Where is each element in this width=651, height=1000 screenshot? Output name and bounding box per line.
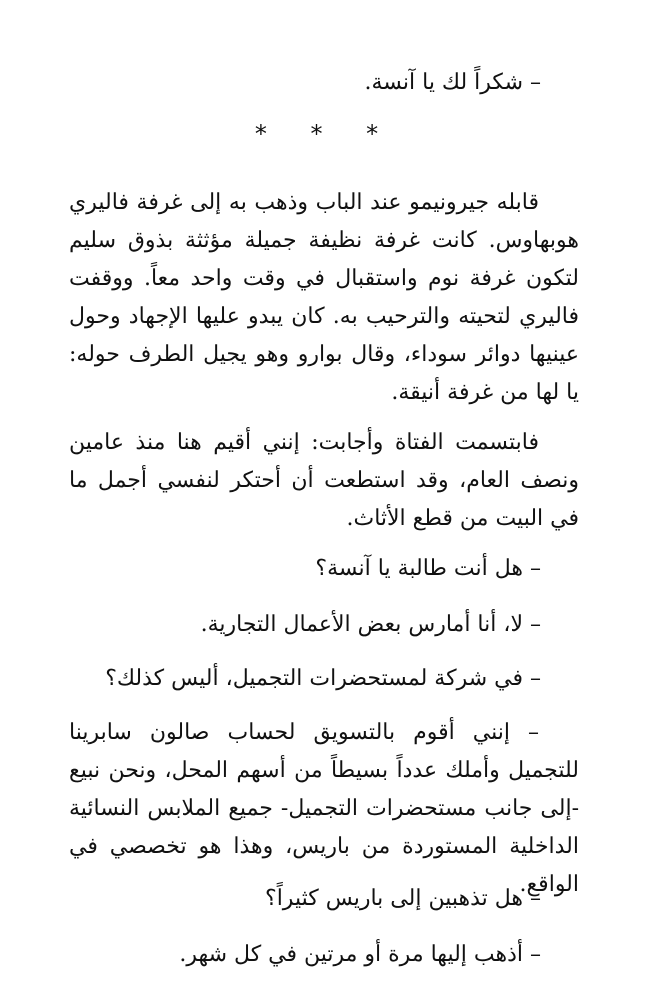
dialogue-answer-paris: – أذهب إليها مرة أو مرتين في كل شهر. xyxy=(179,942,541,967)
dialogue-thanks: – شكراً لك يا آنسة. xyxy=(364,70,541,95)
paragraph-arrival: قابله جيرونيمو عند الباب وذهب به إلى غرفة فاليري هوبهاوس. كانت غرفة نظيفة جميلة مؤثثة بذوق سليم لتكون غرفة نوم واستقبال في وقت واحد معاً. ووقفت فاليري لتحيته والترحيب به. كان يبدو عليها الإجهاد وحول عينيها دوائر سوداء، وقال بوارو وهو يجيل الطرف حوله: يا لها من غرفة أنيقة. xyxy=(69,190,579,405)
dialogue-answer-marketing: – إنني أقوم بالتسويق لحساب صالون سابرينا للتجميل وأملك عدداً بسيطاً من أسهم المحل، ونحن نبيع -إلى جانب مستحضرات التجميل- جميع الملابس النسائية الداخلية المستوردة من باريس، وهذا هو تخصصي في الواقع. xyxy=(69,720,579,897)
dialogue-question-cosmetics: – في شركة لمستحضرات التجميل، أليس كذلك؟ xyxy=(105,666,541,691)
section-separator: * * * xyxy=(254,120,397,148)
dialogue-question-student: – هل أنت طالبة يا آنسة؟ xyxy=(315,556,541,581)
dialogue-question-paris: – هل تذهبين إلى باريس كثيراً؟ xyxy=(265,886,541,911)
paragraph-smile: فابتسمت الفتاة وأجابت: إنني أقيم هنا منذ عامين ونصف العام، وقد استطعت أن أحتكر لنفسي أجمل ما في البيت من قطع الأثاث. xyxy=(69,430,579,531)
dialogue-answer-business: – لا، أنا أمارس بعض الأعمال التجارية. xyxy=(200,612,541,637)
